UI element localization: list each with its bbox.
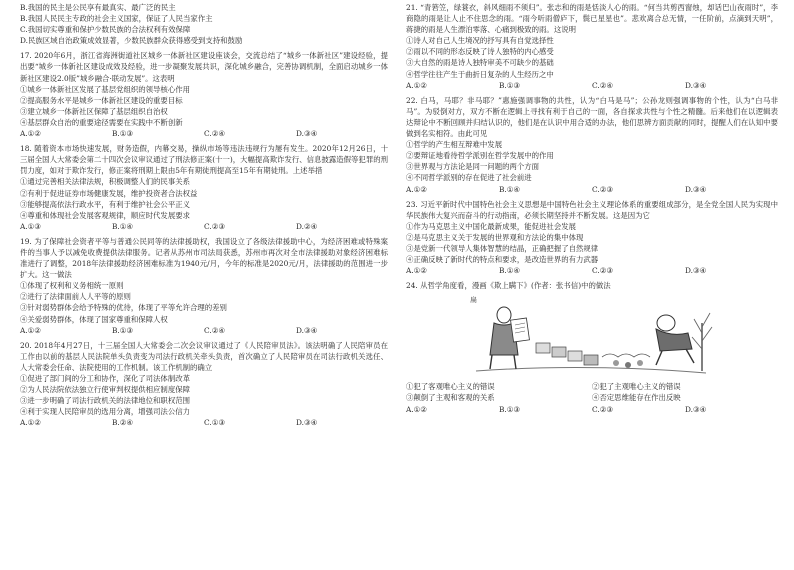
question-17 <box>20 50 388 139</box>
question-stem: 24. 从哲学角度看，漫画《欺上瞒下》(作者：张书信)中的做法 <box>406 281 611 291</box>
options-row-2 <box>406 392 778 403</box>
choice-b[interactable]: B.①④ <box>112 221 134 231</box>
choice-a[interactable]: A.①③ <box>20 221 41 231</box>
question-stem: 20. 2018年4月27日，十三届全国人大常委会二次会议审议通过了《人民陪审员法》。该法明确了人民陪审员在工作由以前的基层人民法院单头负责变为司法行政机关牵头负责，首次确立了人民陪审员在司法行政机关选任、人大常委会任命、法院使用的工作机制。该工作机制的确立 <box>20 340 388 372</box>
statement: ①犯了客观唯心主义的错误 <box>406 382 495 392</box>
answer-choices <box>406 80 778 91</box>
statement: ①作为马克思主义中国化最新成果，能促进社会发展 <box>406 221 576 231</box>
statement: ②提高服务水平是城乡一体新社区建设的重要目标 <box>20 95 183 105</box>
statement: ③大自然的雨是诗人独特审美不可缺少的基础 <box>406 58 554 68</box>
choice-d[interactable]: D.③④ <box>685 80 707 90</box>
choice-b[interactable]: B.①③ <box>112 325 134 335</box>
answer-choices <box>406 184 778 195</box>
statement: ②犯了主观唯心主义的错误 <box>592 382 681 392</box>
choice-b[interactable]: B.②④ <box>112 418 134 428</box>
left-column <box>20 2 388 428</box>
choice-a[interactable]: A.①② <box>20 418 41 428</box>
question-stem: 17. 2020年6月，浙江省海洲街道社区城乡一体新社区建设座谈会，交流总结了“城乡一体新社区”建设经验，提出要“城乡一体新社区建设成效及经验，进一步凝聚发展共识，深化城乡融合，完善协调机制，全面启动城乡一体新社区建设2.0版”城乡融合·联动发展”。这表明 <box>20 51 388 83</box>
answer-choices <box>406 404 778 415</box>
choice-b[interactable]: B.①③ <box>112 129 134 139</box>
question-23 <box>406 199 778 277</box>
choice-c[interactable]: C.②③ <box>592 184 613 194</box>
question-21 <box>406 2 778 91</box>
prev-option-d: D.民族区域自治政策成效显著，少数民族群众获得感受到支持和鼓励 <box>20 36 243 46</box>
cartoon-signature: 扁 <box>470 296 477 305</box>
statement: ①哲学的产生相互辩难中发展 <box>406 140 503 150</box>
choice-c[interactable]: C.②③ <box>592 266 613 276</box>
statement: ④关爱弱势群体，体现了国家尊重和保障人权 <box>20 314 168 324</box>
choice-a[interactable]: A.①② <box>406 80 427 90</box>
question-19 <box>20 236 388 336</box>
choice-b[interactable]: B.①③ <box>499 80 521 90</box>
question-20 <box>20 340 388 429</box>
question-stem: 22. 白马，马耶？非马耶？”惠施强调事物的共性，认为“白马是马”；公孙龙则强调事物的个性，认为“白马非马”。为驳倒对方，双方不断在逻辑上寻找有利于自己的一面，各自探求共性与个性之精髓。后来他们在以逻辑表达辩论中不断回顾并归结认识的，他们是在认识中用合适的办法，他们思辨方面贡献的同时，提醒人们在认知中要做到名实相符。由此可见 <box>406 95 778 139</box>
question-stem: 23. 习近平新时代中国特色社会主义思想是中国特色社会主义理论体系的重要组成部分，是全党全国人民为实现中华民族伟大复兴而奋斗的行动指南，必须长期坚持并不断发展。这是因为它 <box>406 199 778 220</box>
choice-a[interactable]: A.①② <box>20 129 41 139</box>
cartoon-illustration <box>466 293 716 379</box>
choice-c[interactable]: C.②④ <box>204 325 225 335</box>
answer-choices <box>406 265 778 276</box>
choice-d[interactable]: D.③④ <box>296 325 318 335</box>
statement: ③能够提高依法行政水平，有利于维护社会公平正义 <box>20 199 190 209</box>
choice-b[interactable]: B.①③ <box>499 404 521 414</box>
statement: ②雨以不同的形态反映了诗人独特的内心感受 <box>406 47 554 57</box>
prev-option-b2: B.我国人民民主专政的社会主义国家，保证了人民当家作主 <box>20 14 213 24</box>
choice-a[interactable]: A.①② <box>406 404 427 414</box>
choice-d[interactable]: D.③④ <box>685 184 707 194</box>
statement: ③针对弱势群体会给予特殊的优待，体现了平等允许合理的差别 <box>20 303 227 313</box>
statement: ②是马克思主义关于发展的世界观和方法论的集中体现 <box>406 232 584 242</box>
choice-c[interactable]: C.②④ <box>204 129 225 139</box>
statement: ②有利于促进证券市场健康发展，维护投资者合法权益 <box>20 188 198 198</box>
question-22 <box>406 95 778 195</box>
right-column <box>406 2 778 415</box>
choice-c[interactable]: C.②③ <box>204 221 225 231</box>
question-24 <box>406 280 778 414</box>
choice-d[interactable]: D.③④ <box>685 404 707 414</box>
statement: ④基层群众自治的重要途径需要在实践中不断创新 <box>20 117 183 127</box>
choice-c[interactable]: C.①③ <box>204 418 225 428</box>
question-stem: 21. “青箬笠，绿蓑衣，斜风细雨不须归”。张志和的雨是恬淡人心的雨。“何当共剪西窗烛，却话巴山夜雨时”，李商隐的雨是让人止不住思念的雨。“雨今听雨僧庐下，鬓已星星也”。悲欢离合总无情，一任阶前，点滴到天明”，蒋捷的雨是人生漂泊零落、心痛到极致的雨。这说明 <box>406 3 778 35</box>
choice-d[interactable]: D.③④ <box>685 266 707 276</box>
choice-c[interactable]: C.②③ <box>592 404 613 414</box>
statement: ①城乡一体新社区发展了基层党组织的领导核心作用 <box>20 84 190 94</box>
statement: ③进一步明确了司法行政机关的法律地位和职权范围 <box>20 396 190 406</box>
statement: ①体现了权利和义务相统一原则 <box>20 281 124 291</box>
question-18 <box>20 143 388 232</box>
statement: ②要辩证地看待哲学派别在哲学发展中的作用 <box>406 151 554 161</box>
statement: ④否定思维能存在作出反映 <box>592 393 681 403</box>
choice-a[interactable]: A.①② <box>20 325 41 335</box>
options-row-1 <box>406 381 778 392</box>
question-stem: 18. 随着资本市场快速发展，财务造假，内幕交易，操纵市场等违法违规行为屡有发生。2020年12月26日，十三届全国人大常委会第二十四次会议审议通过了刑法修正案(十一)，大幅提高欺诈发行、信息披露造假等犯罪的刑罚力度，如对于欺诈发行，修正案将刑期上限由5年有期徒刑提高至15年有期徒刑。上述举措 <box>20 144 388 176</box>
answer-choices <box>20 128 388 139</box>
statement: ④正确反映了新时代的特点和要求，是改造世界的有力武器 <box>406 255 599 265</box>
prev-option-c: C.我国切实尊重和保护少数民族的合法权利有效保障 <box>20 25 191 35</box>
choice-c[interactable]: C.②④ <box>592 80 613 90</box>
statement: ④尊重和体现社会发展客观规律，顺应时代发展要求 <box>20 210 190 220</box>
statement: ②为人民法院依法独立行使审判权提供相应制度保障 <box>20 385 190 395</box>
choice-b[interactable]: B.①④ <box>499 184 521 194</box>
statement: ①促进了部门间的分工和协作，深化了司法体制改革 <box>20 374 190 383</box>
statement: ④哲学往往产生于曲折日复杂的人生经历之中 <box>406 69 554 79</box>
statement: ④利于实现人民陪审员的选用分离，增强司法公信力 <box>20 407 190 417</box>
prev-option-b1: B.我国的民主是公民享有最真实、最广泛的民主 <box>20 3 176 12</box>
cartoon-drawing <box>466 293 716 379</box>
answer-choices <box>20 325 388 336</box>
choice-b[interactable]: B.①④ <box>499 266 521 276</box>
choice-d[interactable]: D.③④ <box>296 129 318 139</box>
choice-d[interactable]: D.②④ <box>296 221 318 231</box>
question-stem: 19. 为了保障社会资者平等与普通公民同等的法律援助权，我国设立了各级法律援助中心，为经济困难或特殊案件的当事人予以减免收费提供法律服务。记者从苏州市司法局获悉，苏州市再次对全市法律援助对象经济困难标准进行了调整，2018年法律援助经济困难标准为1940元/月，今年的标准是2020元/月，法律援助的范围进一步扩大。这一做法 <box>20 236 388 280</box>
statement: ④不同哲学派别的存在促进了社会前进 <box>406 173 532 183</box>
choice-a[interactable]: A.①② <box>406 184 427 194</box>
statement: ③世界观与方法论是同一问题的两个方面 <box>406 162 540 172</box>
statement: ③颠倒了主观和客观的关系 <box>406 393 495 403</box>
statement: ①通过完善相关法律法规，积极调整人们的民事关系 <box>20 177 190 187</box>
answer-choices <box>20 417 388 428</box>
choice-d[interactable]: D.③④ <box>296 418 318 428</box>
statement: ③建立城乡一体新社区保障了基层组织自治权 <box>20 106 168 116</box>
statement: ③是党新一代领导人集体智慧的结晶，正确把握了自然规律 <box>406 243 599 253</box>
statement: ②进行了法律面前人人平等的原则 <box>20 292 131 302</box>
choice-a[interactable]: A.①② <box>406 266 427 276</box>
statement: ①诗人对自己人生境况的抒写具有自觉选择性 <box>406 36 554 46</box>
answer-choices <box>20 221 388 232</box>
